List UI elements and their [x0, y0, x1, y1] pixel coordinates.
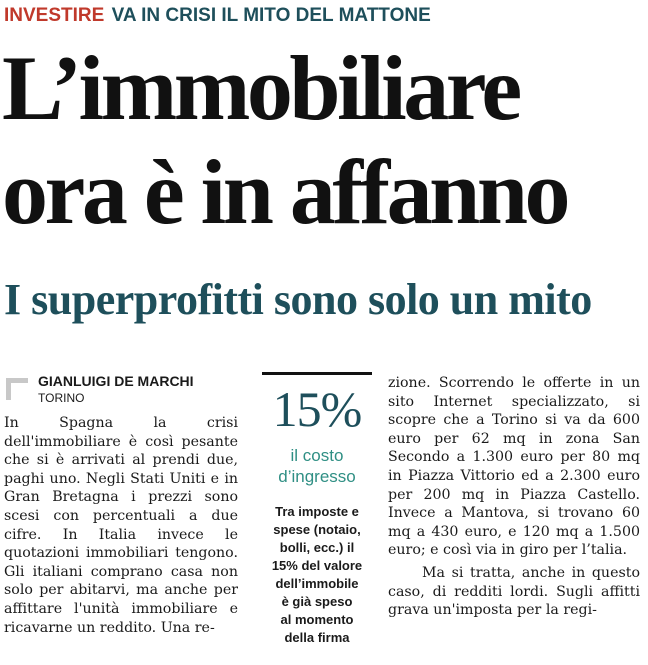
subheadline: I superprofitti sono solo un mito: [4, 275, 592, 324]
kicker: [4, 5, 431, 27]
article-column-left: [4, 414, 238, 665]
stat-figure: 15%: [272, 381, 362, 437]
byline-corner-mark: [6, 378, 28, 400]
headline: [2, 36, 567, 244]
stat-description-line: è già speso: [281, 594, 353, 609]
article-paragraph: zione. Scorrendo le offerte in un sito Internet specializzato, si scopre che a Torino si va da 600 euro per 62 mq in zona San Secondo a 1.300 euro per 80 mq in Piazza Vittorio ed a 2.300 euro per 200 mq in Piazza Castello. Invece a Mantova, si trovano 60 mq a 430 euro, e 120 mq a 1.500 euro; e così via in giro per l’talia.: [388, 375, 640, 559]
stat-description-line: 15% del valore: [271, 558, 363, 573]
article-paragraph: In Spagna la crisi dell'immobiliare è così pesante che si è arrivati al prendi due, paghi uno. Negli Stati Uniti e in Gran Bretagna i prezzi sono scesi con percentuali a due cifre. In Italia invece le quotazioni immobiliari tengono. Gli italiani comprano casa non solo per abitarvi, ma anche per affittare l'unità immobiliare e ricavarne un reddito. Una re-: [4, 415, 238, 636]
headline-line-2: ora è in affanno: [2, 141, 567, 243]
headline-line-1: L’immobiliare: [2, 37, 519, 139]
stat-label-line: d’ingresso: [278, 467, 356, 486]
sidebar-rule: [262, 372, 372, 375]
stat-description-line: al momento: [280, 612, 354, 627]
article-paragraph: Ma si tratta, anche in questo caso, di redditi lordi. Sugli affitti grava un'imposta per la regi-: [388, 564, 640, 619]
article-column-right: [388, 374, 640, 665]
stat-label: [262, 445, 372, 487]
stat-sidebar: [262, 372, 372, 647]
byline-author: GIANLUIGI DE MARCHI: [38, 373, 194, 389]
stat-label-line: il costo: [290, 446, 344, 465]
stat-description-line: della firma: [284, 630, 350, 645]
stat-description-line: bolli, ecc.) il: [279, 540, 355, 555]
kicker-tag: INVESTIRE: [4, 5, 105, 26]
byline-place: TORINO: [38, 391, 85, 405]
stat-description-line: Tra imposte e: [275, 504, 359, 519]
stat-description: [262, 503, 372, 647]
stat-description-line: spese (notaio,: [273, 522, 361, 537]
stat-description-line: dell’immobile: [275, 576, 359, 591]
kicker-text: VA IN CRISI IL MITO DEL MATTONE: [111, 5, 431, 26]
